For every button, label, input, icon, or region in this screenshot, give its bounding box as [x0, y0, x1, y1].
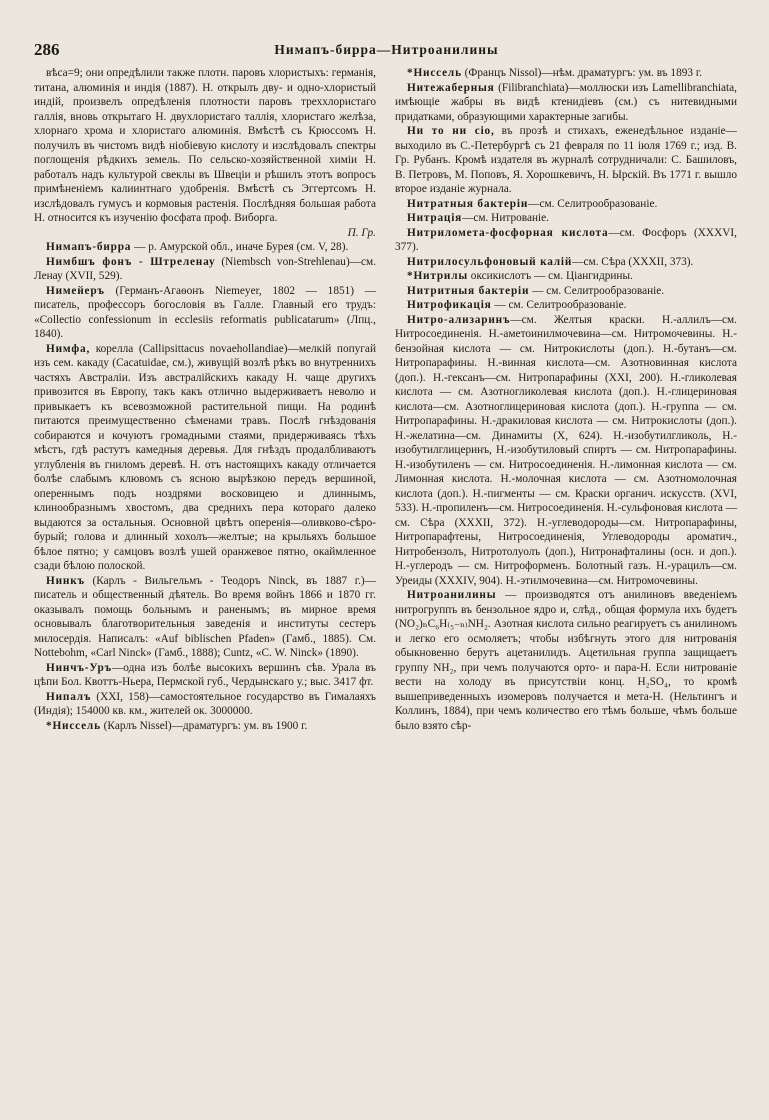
entry-text: — см. Селитрообразованіе.	[491, 299, 627, 311]
entry-text: (Filibranchiata)—моллюски изъ Lamellibranchiata, имѣющіе жабры въ видѣ ктенидіевъ (см.) съ нитевидными придатками, образующими характерные загибы.	[395, 81, 737, 123]
entry-text: (Францъ Nissol)—нѣм. драматургъ: ум. въ 1893 г.	[461, 67, 703, 79]
dictionary-entry	[395, 197, 737, 212]
entry-text: вѣса=9; они опредѣлили также плотн. паровъ хлористыхъ: германія, титана, алюминія и индія (1887). Н. открылъ дву- и одно-хлористый индій, произвелъ опредѣленія плотности паровъ треххлористаго галлія, вновь открытаго Н. двухлористаго таллія, хлористаго желѣза, хлорнаго хрома и хлористаго алюминія. Вмѣстѣ съ Крюссомъ Н. получилъ въ чистомъ видѣ ніобіевую кислоту и изслѣдовалъ спектры поглощенія рѣдкихъ земель. По сельско-хозяйственной химіи Н. работалъ надъ культурой свеклы въ Швеціи и рѣшилъ этотъ вопросъ примѣненіемъ калиинтнаго удобренія. Вмѣстѣ съ Эггертсомъ Н. изслѣдовалъ гумусъ и кормовыя растенія. Послѣдняя большая работа Н. относится къ изученію фосфата проф. Виборга.	[34, 67, 376, 224]
entry-headword: Нимфа,	[46, 342, 91, 355]
dictionary-entry	[34, 240, 376, 255]
entry-headword: Нитриломета-фосфорная кислота	[407, 226, 609, 239]
entry-text: —см. Нитрованіе.	[462, 212, 549, 224]
entry-text: (Niembsch von-Strehlenau)—см. Ленау (XVII, 529).	[34, 255, 376, 282]
page-number: 286	[34, 40, 60, 59]
entry-text: —см. Желтыя краски. Н.-аллилъ—см. Нитросоединенія. Н.-аметоинилмочевина—см. Нитромочевины. Н.-бензойная кислота — см. Нитрокислоты (доп.). Н.-бутанъ—см. Нитропарафины. Н.-винная кислота—см. Азотновинная кислота (доп.). Н.-гексанъ—см. Нитропарафины (XXI, 200). Н.-гликолевая кислота — см. Азотногликолевая кислота (доп.). Н.-глицериновая кислота—см. Азотноглицериновая кислота (доп.). Н.-группа — см. Нитропарафины. Н.-дракиловая кислота — см. Нитрокислоты (доп.). Н.-желатина—см. Динамиты (X, 624). Н.-изобутилгликоль, Н.-изобутилглицеринъ, Н.-изобутиловый спиртъ — см. Нитропарафины. Н.-изобутиленъ — см. Нитросоединенія. Н.-лимонная кислота — см. Лимонная кислота. Н.-молочная кислота — см. Азотномолочная кислота (доп.). Н.-пигменты — см. Краски органич. искусств. (XVI, 533). Н.-пропиленъ—см. Нитросоединенія. Н.-сульфоновая кислота — см. Сѣра (XXXII, 372). Н.-углеводороды—см. Нитропарафины, Нитропарафтены, Нитросоединенія, Углеводороды ароматич., Нитробензолъ, Нитротолуолъ (доп.), Нитронафталины (осн. и доп.). Н.-углеродъ — см. Нитроформенъ. Болотный газъ. Н.-урацилъ—см. Уреиды (XXXIV, 904). Н.-этилмочевина—см. Нитромочевины.	[395, 313, 737, 587]
dictionary-entry	[34, 66, 376, 226]
entry-headword: *Нитрилы	[407, 270, 468, 282]
entry-headword: Нинкъ	[46, 574, 85, 587]
dictionary-entry	[34, 690, 376, 719]
right-column	[395, 66, 737, 733]
entry-text: въ прозѣ и стихахъ, еженедѣльное изданіе—выходило въ С.-Петербургѣ съ 21 февраля по 11 іюля 1769 г.; изд. В. Гр. Рубанъ. Кромѣ издателя въ журналѣ сотрудничали: С. Башиловъ, В. Петровъ, М. Поповъ, Я. Хорошкевичъ, Н. Ырскій. Въ 1771 г. вышло второе изданіе журнала.	[395, 125, 737, 195]
entry-headword: Нитрація	[407, 212, 463, 224]
entry-headword: Нитрилосульфоновый калій	[407, 255, 573, 268]
dictionary-entry	[34, 342, 376, 574]
entry-text: —см. Селитрообразованіе.	[528, 197, 658, 210]
entry-text: корелла (Callipsittacus novaehollandiae)—мелкій попугай изъ сем. какаду (Cacatuidae, см.), живущій возлѣ рѣкъ во внутреннихъ частяхъ Австраліи. Изъ австралійскихъ какаду Н. чаще другихъ привозится въ Европу, такъ какъ отлично выдерживаетъ неволю и привыкаетъ къ всевозможной растительной пищи. На родинѣ питаются преимущественно сѣменами травъ. Послѣ гнѣздованія собираются и кочуютъ громадными стаями, придерживаясь тѣхъ мѣстъ, гдѣ растутъ камедныя деревья. Для гнѣздъ продалбливаютъ углубленія въ гниломъ деревѣ. Н. отъ настоящихъ какаду отличается болѣе слабымъ клювомъ съ ясною вырѣзкою передъ вершиной, опереннымъ подъ ноздрями восковицею и длиннымъ, клинообразнымъ хвостомъ, два среднихъ пера котораго далеко выдаются за остальныя. Основной цвѣтъ оперенія—оливково-сѣро-бурый; голова и длинный хохолъ—желтые; на крыльяхъ большое бѣлое пятно; у самцовъ возлѣ ушей оранжевое пятно, окаймленное сзади бѣлою полоской.	[34, 342, 376, 572]
dictionary-entry	[395, 313, 737, 589]
entry-headword: Нимейеръ	[46, 284, 105, 297]
entry-headword: Нинчъ-Уръ	[46, 661, 112, 674]
entry-headword: Нитро-ализаринъ	[407, 313, 511, 326]
entry-text: —см. Фосфоръ (XXXVI, 377).	[395, 226, 737, 253]
dictionary-entry	[395, 298, 737, 313]
dictionary-entry	[395, 226, 737, 255]
entry-headword: Нитрофикація	[407, 299, 492, 311]
dictionary-entry	[34, 661, 376, 690]
entry-headword: Ни то ни сіо,	[407, 125, 495, 137]
entry-text: —одна изъ болѣе высокихъ вершинъ сѣв. Урала въ цѣпи Бол. Квоттъ-Ньера, Пермской губ., Чердынскаго у.; выс. 3417 фт.	[34, 661, 376, 688]
author-signature: П. Гр.	[347, 226, 376, 239]
left-column	[34, 66, 376, 733]
running-head: Нимапъ-бирра—Нитроанилины	[274, 42, 499, 57]
entry-text: — производятся отъ анилиновъ введеніемъ нитрогруппъ въ бензольное ядро и, слѣд., общая формула ихъ будетъ (NO₂)ₙC₆H₍₅₋ₙ₎NH₂. Азотная кислота сильно реагируетъ съ анилиномъ и легко его осмоляетъ; чтобы избѣгнуть этого для нитрованія обыкновенно берутъ ацетанилидъ. Ацетильная группа защищаетъ группу NH₂, при чемъ получаются орто- и пара-Н. Если нитрованіе вести на холоду въ присутствіи конц. H₂SO₄, то кромѣ вышеприведенныхъ изомеровъ получается и мета-Н. (Нельтингъ и Коллинъ, 1884), при чемъ количество его тѣмъ больше, чѣмъ больше было взято сѣр-	[395, 589, 737, 732]
page-header	[34, 40, 739, 64]
entry-text: оксикислотъ — см. Ціангидрины.	[467, 270, 633, 282]
entry-text: (XXI, 158)—самостоятельное государство въ Гималаяхъ (Индія); 154000 кв. км., жителей ок. 3000000.	[34, 690, 376, 717]
dictionary-entry	[395, 284, 737, 299]
dictionary-entry	[395, 66, 737, 81]
dictionary-entry	[395, 81, 737, 125]
entry-text: —см. Сѣра (XXXII, 373).	[572, 255, 694, 268]
dictionary-entry	[395, 255, 737, 270]
dictionary-entry	[34, 719, 376, 734]
entry-headword: Нитроанилины	[407, 589, 497, 601]
dictionary-entry	[395, 211, 737, 226]
entry-text: (Германъ-Агаѳонъ Niemeyer, 1802 — 1851) — писатель, профессоръ богословія въ Галле. Главный его трудъ: «Collectio confessionum in ecclesiis reformatis publicatarum» (Лпц., 1840).	[34, 284, 376, 340]
entry-headword: *Ниссель	[46, 719, 101, 732]
dictionary-entry	[395, 124, 737, 197]
entry-headword: Нитритныя бактеріи	[407, 284, 530, 297]
dictionary-entry	[34, 284, 376, 342]
entry-headword: Нимбшъ фонъ - Штреленау	[46, 255, 216, 268]
entry-headword: *Ниссель	[407, 67, 462, 79]
dictionary-entry	[34, 255, 376, 284]
entry-text: (Карлъ - Вильгельмъ - Теодоръ Ninck, въ 1887 г.)—писатель и общественный дѣятель. Во время войнъ 1866 и 1870 гг. оказывалъ помощь больнымъ и раненымъ; въ мирное время основывалъ благотворительныя заведенія и институты сестеръ милосердія. Написалъ: «Auf biblischen Pfaden» (Гамб., 1885). См. Nottebohm, «Carl Ninck» (Гамб., 1888); Cuntz, «C. W. Ninck» (1890).	[34, 574, 376, 659]
entry-headword: Нитратныя бактеріи	[407, 197, 529, 210]
dictionary-entry	[395, 269, 737, 284]
entry-text: (Карлъ Nissel)—драматургъ: ум. въ 1900 г.	[100, 719, 308, 732]
entry-headword: Нитежаберныя	[407, 81, 495, 94]
entry-headword: Нимапъ-бирра	[46, 241, 132, 253]
entry-headword: Нипалъ	[46, 690, 92, 703]
dictionary-entry	[395, 588, 737, 733]
entry-text: — см. Селитрообразованіе.	[529, 284, 665, 297]
dictionary-entry	[34, 574, 376, 661]
entry-text: — р. Амурской обл., иначе Бурея (см. V, 28).	[131, 241, 349, 253]
